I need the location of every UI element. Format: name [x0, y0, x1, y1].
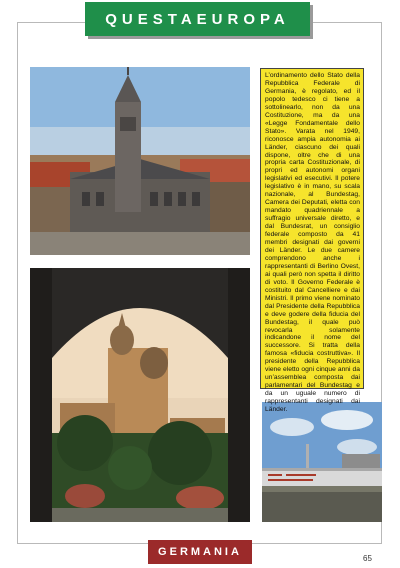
- page-number: 65: [363, 554, 372, 563]
- industrial-building-photo: [262, 402, 382, 522]
- section-title: QUESTAEUROPA: [105, 10, 290, 28]
- article-body: L’ordinamento dello Stato della Repubblica Federale di Germania, è regolato, ed il popolo tedesco ci tiene a sottolinearlo, non da una Costituzione, ma da una «Legge Fondamentale dello Stato». Varata nel 1949, riconosce ampia autonomia ai Länder, ciascuno dei quali dispone, oltre che di una propria carta Costituzionale, di propri ed autonomi organi legislativi ed esecutivi. Il potere legislativo è in mano, su scala nazionale, al Bundestag, Camera dei Deputati, eletta con mandato quadriennale a suffragio universale diretto, e dal Bundesrat, un consiglio federale composto da 41 membri designati dai governi dei Länder. Le due camere comprendono anche i rappresentanti di Berlino Ovest, ai quali però non spetta il diritto di voto. Il Governo Federale è costituito dal Cancelliere e dai Ministri. Il primo viene nominato dal Presidente della Repubblica e deve godere della fiducia del Bundestag, il quale può revocarla solamente indicandone il nome del successore. Si tratta della famosa «fiducia costruttiva». Il presidente della Repubblica viene eletto ogni cinque anni da un’assemblea composta dai parlamentari del Bundestag e da un uguale numero di rappresentanti designati dai Länder.: [265, 72, 360, 414]
- church-through-arch-photo: [30, 268, 250, 522]
- section-header: [85, 2, 310, 36]
- country-label: GERMANIA: [158, 546, 242, 558]
- article-text-box: [260, 68, 364, 414]
- city-hall-photo: [30, 67, 250, 255]
- footer-label-bar: [148, 540, 252, 564]
